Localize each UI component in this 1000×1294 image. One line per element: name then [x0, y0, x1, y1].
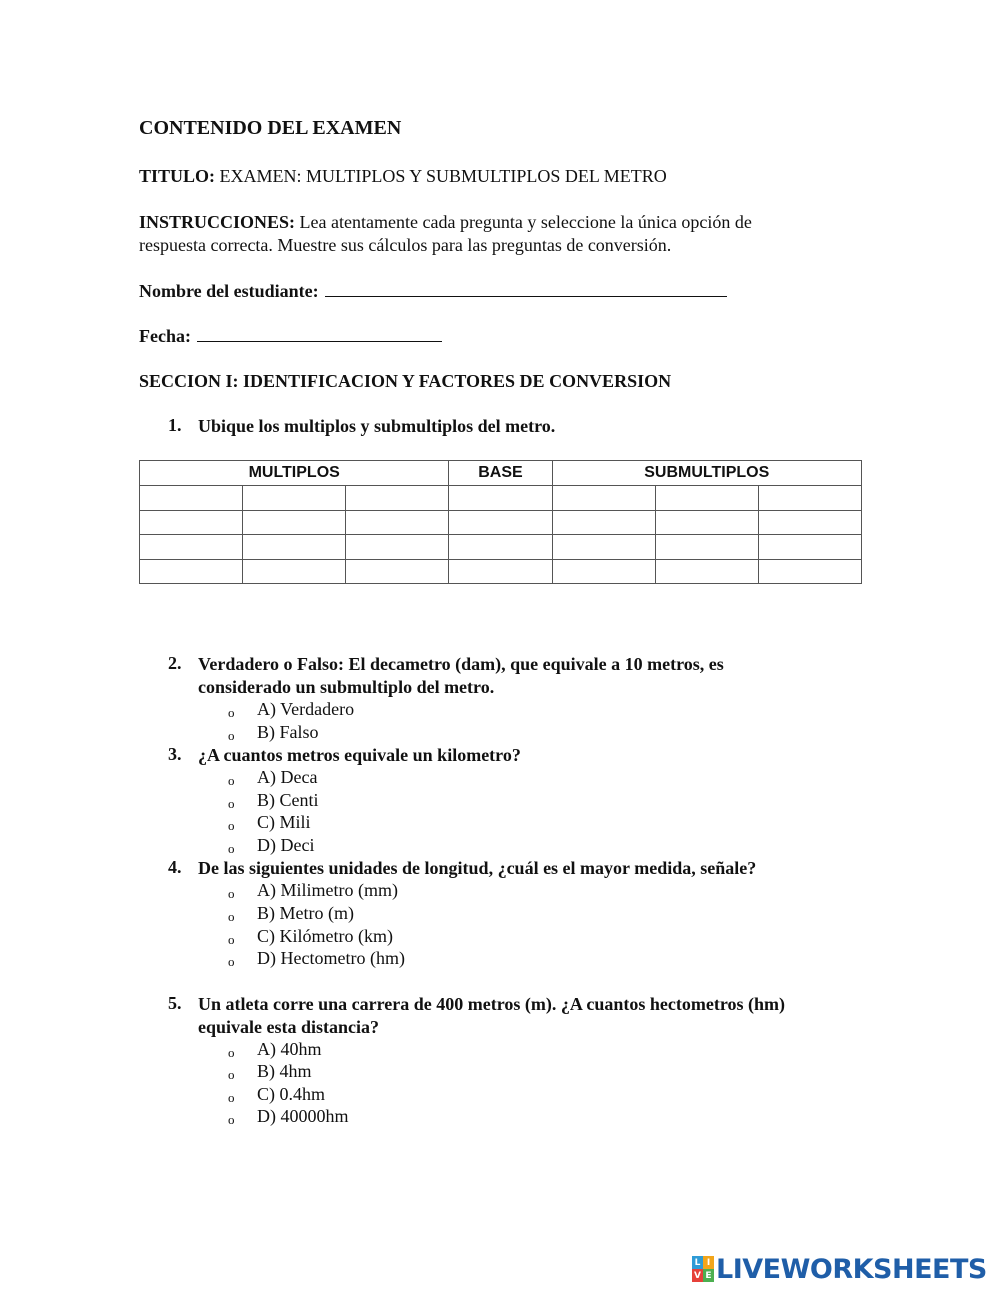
table-cell[interactable] [243, 535, 346, 559]
table-row [140, 559, 862, 583]
table-header-row [140, 461, 862, 486]
table-header-submultiplos: SUBMULTIPLOS [552, 461, 862, 486]
titulo-value: EXAMEN: MULTIPLOS Y SUBMULTIPLOS DEL METRO [219, 166, 667, 186]
question-text-line-2: considerado un submultiplo del metro. [198, 677, 495, 697]
table-cell[interactable] [346, 510, 449, 534]
table-cell[interactable] [140, 510, 243, 534]
table-cell[interactable] [552, 559, 655, 583]
circle-bullet-icon: o [228, 886, 235, 901]
question-number: 3. [168, 744, 182, 764]
table-cell[interactable] [758, 559, 861, 583]
option-label: C) Mili [257, 812, 311, 832]
question-text: Ubique los multiplos y submultiplos del metro. [198, 416, 556, 436]
section-title: SECCION I: IDENTIFICACION Y FACTORES DE CONVERSION [139, 371, 672, 391]
instructions-line-1 [139, 211, 752, 234]
circle-bullet-icon: o [228, 1045, 235, 1060]
table-header-multiplos: MULTIPLOS [140, 461, 449, 486]
circle-bullet-icon: o [228, 932, 235, 947]
option-label: A) Verdadero [257, 699, 355, 719]
table-cell[interactable] [140, 535, 243, 559]
option-item[interactable] [228, 1060, 312, 1085]
table-cell[interactable] [552, 535, 655, 559]
option-item[interactable] [228, 925, 393, 950]
table-cell[interactable] [449, 559, 552, 583]
question-text: De las siguientes unidades de longitud, ¿cuál es el mayor medida, señale? [198, 858, 757, 878]
option-label: A) 40hm [257, 1039, 322, 1059]
table-cell[interactable] [243, 510, 346, 534]
option-item[interactable] [228, 698, 354, 723]
question-number: 5. [168, 993, 182, 1013]
page-title: CONTENIDO DEL EXAMEN [139, 117, 402, 139]
circle-bullet-icon: o [228, 909, 235, 924]
option-item[interactable] [228, 1083, 325, 1108]
date-row [139, 325, 442, 348]
circle-bullet-icon: o [228, 705, 235, 720]
option-item[interactable] [228, 721, 319, 746]
question-text: ¿A cuantos metros equivale un kilometro? [198, 745, 521, 765]
circle-bullet-icon: o [228, 954, 235, 969]
circle-bullet-icon: o [228, 841, 235, 856]
option-item[interactable] [228, 834, 314, 859]
titulo-label: TITULO: [139, 166, 216, 186]
circle-bullet-icon: o [228, 818, 235, 833]
option-label: B) Centi [257, 790, 319, 810]
circle-bullet-icon: o [228, 773, 235, 788]
option-label: C) 0.4hm [257, 1084, 326, 1104]
instructions-line-2: respuesta correcta. Muestre sus cálculos para las preguntas de conversión. [139, 235, 672, 255]
option-item[interactable] [228, 766, 317, 791]
titulo-line [139, 165, 667, 188]
table-cell[interactable] [449, 486, 552, 510]
option-label: A) Deca [257, 767, 318, 787]
table-cell[interactable] [140, 559, 243, 583]
table-cell[interactable] [655, 510, 758, 534]
option-item[interactable] [228, 1105, 349, 1130]
option-label: B) Metro (m) [257, 903, 354, 923]
circle-bullet-icon: o [228, 728, 235, 743]
option-item[interactable] [228, 879, 398, 904]
table-row [140, 535, 862, 559]
option-item[interactable] [228, 789, 319, 814]
table-cell[interactable] [449, 510, 552, 534]
table-header-base: BASE [449, 461, 552, 486]
student-name-field[interactable] [325, 294, 727, 297]
table-cell[interactable] [655, 559, 758, 583]
table-cell[interactable] [346, 535, 449, 559]
instructions-text-1: Lea atentamente cada pregunta y seleccione la única opción de [299, 212, 752, 232]
liveworksheets-logo [692, 1253, 987, 1285]
question-text-line-2: equivale esta distancia? [198, 1017, 380, 1037]
table-cell[interactable] [449, 535, 552, 559]
student-name-label: Nombre del estudiante: [139, 281, 319, 301]
date-label: Fecha: [139, 326, 191, 346]
option-label: B) Falso [257, 722, 319, 742]
student-name-row [139, 280, 727, 303]
option-item[interactable] [228, 811, 311, 836]
option-label: B) 4hm [257, 1061, 312, 1081]
table-cell[interactable] [758, 510, 861, 534]
circle-bullet-icon: o [228, 1112, 235, 1127]
table-cell[interactable] [346, 559, 449, 583]
option-label: C) Kilómetro (km) [257, 926, 393, 946]
table-row [140, 486, 862, 510]
liveworksheets-logo-icon [692, 1256, 714, 1282]
question-number: 4. [168, 857, 182, 877]
table-cell[interactable] [655, 486, 758, 510]
option-label: D) Deci [257, 835, 315, 855]
option-label: D) Hectometro (hm) [257, 948, 405, 968]
logo-mark-letter: V [692, 1269, 703, 1282]
table-cell[interactable] [346, 486, 449, 510]
circle-bullet-icon: o [228, 1067, 235, 1082]
table-cell[interactable] [140, 486, 243, 510]
table-cell[interactable] [758, 486, 861, 510]
question-text-line-1: Verdadero o Falso: El decametro (dam), que equivale a 10 metros, es [198, 654, 724, 674]
table-row [140, 510, 862, 534]
circle-bullet-icon: o [228, 796, 235, 811]
table-cell[interactable] [655, 535, 758, 559]
table-cell[interactable] [552, 486, 655, 510]
logo-text: LIVEWORKSHEETS [716, 1253, 987, 1285]
table-cell[interactable] [552, 510, 655, 534]
option-label: A) Milimetro (mm) [257, 880, 398, 900]
logo-mark-letter: E [703, 1269, 714, 1282]
table-cell[interactable] [243, 559, 346, 583]
table-cell[interactable] [243, 486, 346, 510]
option-item[interactable] [228, 947, 405, 972]
logo-mark-letter: L [692, 1256, 703, 1269]
option-item[interactable] [228, 902, 354, 927]
question-number: 1. [168, 415, 182, 435]
question-number: 2. [168, 653, 182, 673]
table-cell[interactable] [758, 535, 861, 559]
option-label: D) 40000hm [257, 1106, 349, 1126]
option-item[interactable] [228, 1038, 322, 1063]
question-text-line-1: Un atleta corre una carrera de 400 metros (m). ¿A cuantos hectometros (hm) [198, 994, 786, 1014]
date-field[interactable] [197, 339, 442, 342]
logo-mark-letter: I [703, 1256, 714, 1269]
circle-bullet-icon: o [228, 1090, 235, 1105]
units-table [139, 460, 862, 584]
instructions-label: INSTRUCCIONES: [139, 212, 296, 232]
